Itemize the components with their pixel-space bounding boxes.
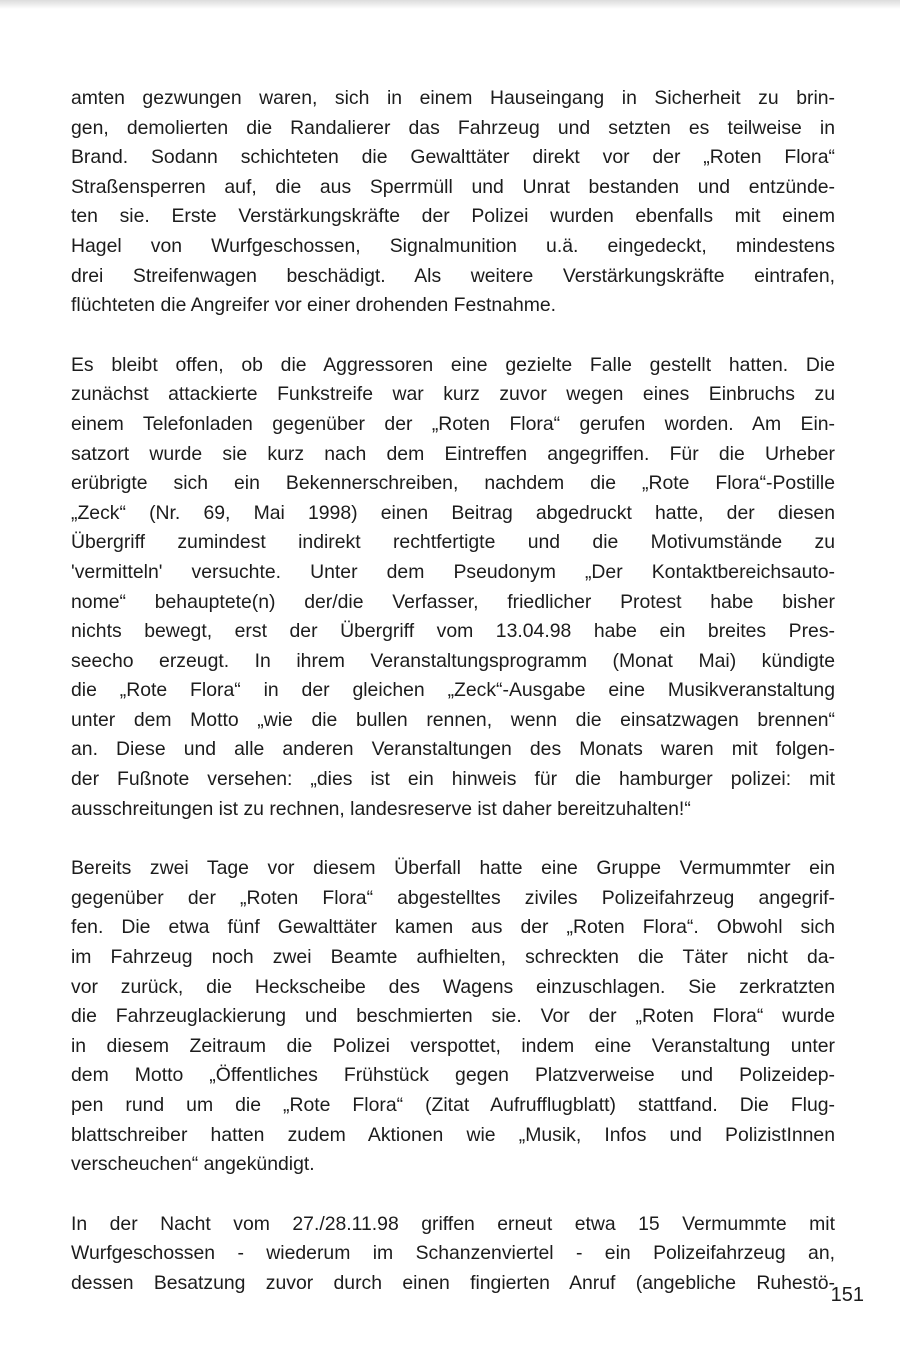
text-line: seecho erzeugt. In ihrem Veranstaltungsprogramm (Monat Mai) kündigte (71, 649, 835, 672)
text-line: in diesem Zeitraum die Polizei verspottet, indem eine Veranstaltung unter (71, 1034, 835, 1057)
text-line: die „Rote Flora“ in der gleichen „Zeck“-Ausgabe eine Musikveranstaltung (71, 679, 835, 702)
text-line: „Zeck“ (Nr. 69, Mai 1998) einen Beitrag abgedruckt hatte, der diesen (71, 501, 835, 524)
paragraph-4 (71, 1210, 835, 1299)
text-line: drei Streifenwagen beschädigt. Als weitere Verstärkungskräfte eintrafen, (71, 264, 835, 287)
text-line: an. Diese und alle anderen Veranstaltungen des Monats waren mit folgen- (71, 738, 835, 761)
text-line: pen rund um die „Rote Flora“ (Zitat Aufrufflugblatt) stattfand. Die Flug- (71, 1094, 835, 1116)
text-line: Hagel von Wurfgeschossen, Signalmunition u.ä. eingedeckt, mindestens (71, 234, 835, 257)
text-line: fen. Die etwa fünf Gewalttäter kamen aus der „Roten Flora“. Obwohl sich (71, 916, 835, 939)
text-line: Bereits zwei Tage vor diesem Überfall hatte eine Gruppe Vermummter ein (71, 857, 835, 880)
text-line: Es bleibt offen, ob die Aggressoren eine gezielte Falle gestellt hatten. Die (71, 353, 835, 376)
text-line: Wurfgeschossen - wiederum im Schanzenviertel - ein Polizeifahrzeug an, (71, 1242, 835, 1265)
text-line: erübrigte sich ein Bekennerschreiben, nachdem die „Rote Flora“-Postille (71, 472, 835, 495)
text-line: ausschreitungen ist zu rechnen, landesreserve ist daher bereitzuhalten!“ (71, 797, 691, 820)
text-line: vor zurück, die Heckscheibe des Wagens einzuschlagen. Sie zerkratzten (71, 975, 835, 998)
text-line: dessen Besatzung zuvor durch einen fingierten Anruf (angebliche Ruhestö- (71, 1271, 835, 1294)
document-page (71, 84, 835, 1329)
text-line: Straßensperren auf, die aus Sperrmüll und Unrat bestanden und entzünde- (71, 175, 835, 198)
text-line: Brand. Sodann schichteten die Gewalttäter direkt vor der „Roten Flora“ (71, 146, 835, 169)
text-line: die Fahrzeuglackierung und beschmierten sie. Vor der „Roten Flora“ wurde (71, 1005, 835, 1028)
paragraph-3 (71, 854, 835, 1180)
text-line: 'vermitteln' versuchte. Unter dem Pseudonym „Der Kontaktbereichsauto- (71, 560, 835, 583)
text-line: unter dem Motto „wie die bullen rennen, wenn die einsatzwagen brennen“ (71, 708, 835, 731)
text-line: verscheuchen“ angekündigt. (71, 1153, 315, 1176)
text-line: gegenüber der „Roten Flora“ abgestelltes ziviles Polizeifahrzeug angegrif- (71, 886, 835, 909)
text-line: dem Motto „Öffentliches Frühstück gegen Platzverweise und Polizeidep- (71, 1064, 835, 1087)
text-line: amten gezwungen waren, sich in einem Hauseingang in Sicherheit zu brin- (71, 87, 835, 109)
text-line: In der Nacht vom 27./28.11.98 griffen erneut etwa 15 Vermummte mit (71, 1212, 835, 1235)
scan-top-edge (0, 0, 900, 9)
page-number: 151 (830, 1284, 864, 1306)
text-line: der Fußnote versehen: „dies ist ein hinweis für die hamburger polizei: mit (71, 768, 835, 791)
text-line: blattschreiber hatten zudem Aktionen wie „Musik, Infos und PolizistInnen (71, 1123, 835, 1146)
text-line: nome“ behauptete(n) der/die Verfasser, friedlicher Protest habe bisher (71, 590, 835, 613)
text-line: nichts bewegt, erst der Übergriff vom 13.04.98 habe ein breites Pres- (71, 620, 835, 643)
text-line: im Fahrzeug noch zwei Beamte aufhielten, schreckten die Täter nicht da- (71, 946, 835, 969)
text-line: einem Telefonladen gegenüber der „Roten Flora“ gerufen worden. Am Ein- (71, 412, 835, 435)
text-line: zunächst attackierte Funkstreife war kurz zuvor wegen eines Einbruchs zu (71, 383, 835, 406)
text-line: ten sie. Erste Verstärkungskräfte der Polizei wurden ebenfalls mit einem (71, 205, 835, 228)
text-line: Übergriff zumindest indirekt rechtfertigte und die Motivumstände zu (71, 531, 835, 554)
text-line: gen, demolierten die Randalierer das Fahrzeug und setzten es teilweise in (71, 116, 835, 139)
text-line: satzort wurde sie kurz nach dem Eintreffen angegriffen. Für die Urheber (71, 442, 835, 465)
paragraph-1 (71, 84, 835, 321)
paragraph-2 (71, 351, 835, 825)
text-line: flüchteten die Angreifer vor einer drohenden Festnahme. (71, 294, 557, 317)
